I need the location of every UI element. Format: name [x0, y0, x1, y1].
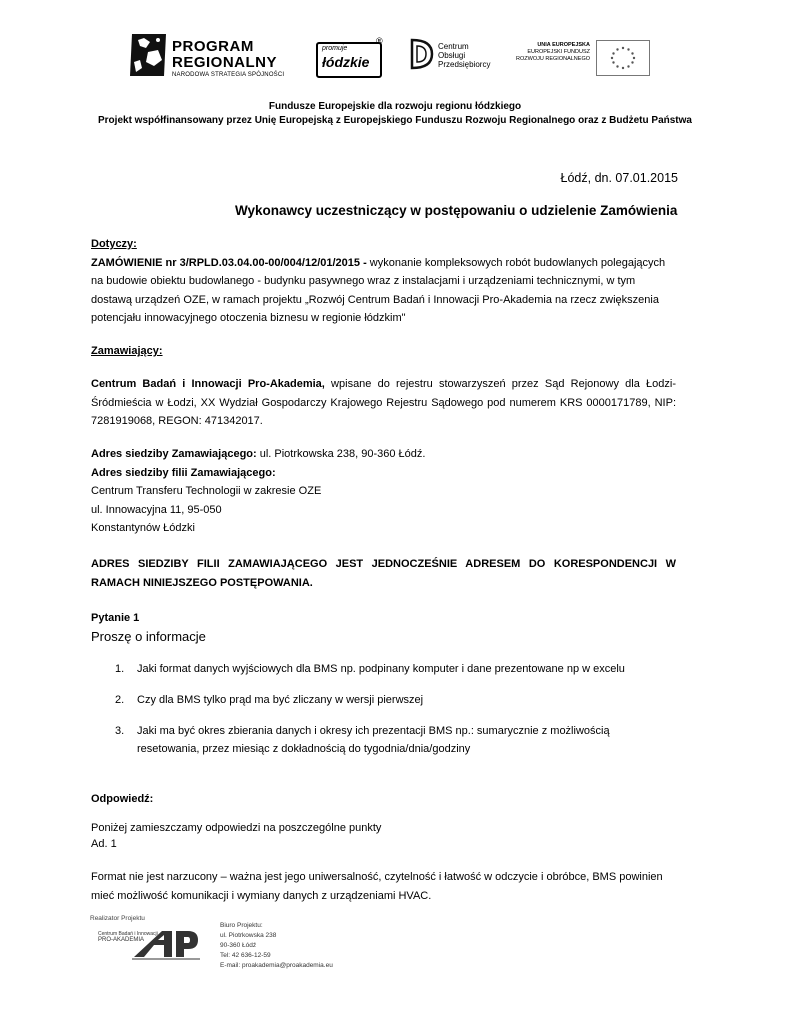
- biuro-line: Biuro Projektu:: [220, 922, 263, 929]
- header-line1: Fundusze Europejskie dla rozwoju regionu łódzkiego: [268, 101, 522, 112]
- eu-flag-icon: [596, 40, 650, 76]
- program-tagline: NARODOWA STRATEGIA SPÓJNOŚCI: [172, 72, 285, 78]
- correspondence-notice: ADRES SIEDZIBY FILII ZAMAWIAJĄCEGO JEST JEDNOCZEŚNIE ADRESEM DO KORESPONDENCJI W RAMACH NINIEJSZEGO POSTĘPOWANIA.: [91, 558, 676, 589]
- adres-section: [91, 445, 676, 538]
- zamawiajacy-label: Zamawiający:: [91, 345, 163, 357]
- zamawiajacy-paragraph: [91, 375, 676, 431]
- biuro-projektu: [220, 921, 333, 971]
- list-text: Czy dla BMS tylko prąd ma być zliczany w wersji pierwszej: [137, 694, 424, 706]
- document-date: Łódź, dn. 07.01.2015: [560, 171, 678, 185]
- biuro-line: ul. Piotrkowska 238: [220, 932, 277, 939]
- odpowiedz-label: Odpowiedź:: [91, 793, 154, 805]
- cop-line: Obsługi: [438, 51, 466, 60]
- centrum-obslugi-logo: [408, 38, 498, 78]
- odpowiedz-intro: [91, 820, 676, 852]
- odpowiedz-line1: Poniżej zamieszczamy odpowiedzi na poszczególne punkty: [91, 822, 382, 834]
- dotyczy-text: wykonanie kompleksowych robót budowlanych polegających na budowie obiektu budowlanego - budynku pasywnego wraz z instalacjami i urządzeniami technicznymi, w tym dostawą urządzeń OZE, w ramach projektu „Rozwój Centrum Badań i Innowacji Pro-Akademia na rzecz zwiększenia potencjału innowacyjnego otoczenia biznesu w regionie łódzkim": [91, 256, 666, 324]
- ue-title: UNIA EUROPEJSKA: [537, 42, 590, 48]
- odpowiedz-paragraph: Format nie jest narzucony – ważna jest jego uniwersalność, czytelność i łatwość w odczycie i obróbce, BMS powinien mieć możliwość komunikacji i wymiany danych z urządzeniami HVAC.: [91, 871, 663, 902]
- dotyczy-section: [91, 235, 676, 328]
- program-regionalny-emblem-icon: [128, 32, 168, 78]
- zamawiajacy-name: Centrum Badań i Innowacji Pro-Akademia,: [91, 378, 325, 390]
- realizator-org-line1: Centrum Badań i Innowacji: [98, 931, 158, 937]
- cop-text: [438, 42, 490, 69]
- ue-line: ROZWOJU REGIONALNEGO: [516, 56, 590, 62]
- pytanie-label: Pytanie 1: [91, 612, 140, 624]
- program-regionalny-logo: [124, 28, 299, 84]
- pro-akademia-ap-icon: [132, 927, 202, 961]
- dotyczy-label: Dotyczy:: [91, 238, 137, 250]
- promuje-small-text: promuje: [322, 45, 348, 52]
- pytanie-intro: Proszę o informacje: [91, 629, 206, 644]
- realizator-logo: [88, 915, 200, 965]
- list-text: Jaki ma być okres zbierania danych i okresy ich prezentacji BMS np.: sumarycznie z możliwością resetowania, przez miesiąc z dokładnością do tygodnia/dnia/godziny: [137, 725, 610, 755]
- siedziba-line: [91, 445, 676, 464]
- odpowiedz-line2: Ad. 1: [91, 838, 117, 850]
- cop-line: Centrum: [438, 42, 469, 51]
- registered-mark: ®: [376, 36, 383, 46]
- question-list: [91, 660, 676, 760]
- order-number: ZAMÓWIENIE nr 3/RPLD.03.04.00-00/004/12/01/2015 -: [91, 256, 367, 269]
- filia-line: ul. Innowacyjna 11, 95-050: [91, 503, 222, 516]
- list-number: 2.: [115, 694, 125, 706]
- biuro-line: 90-360 Łódź: [220, 942, 257, 949]
- promuje-lodzkie-logo: [316, 36, 386, 76]
- cop-emblem-icon: [408, 38, 434, 70]
- biuro-email: E-mail: proakademia@proakademia.eu: [220, 962, 333, 969]
- filia-line: Centrum Transferu Technologii w zakresie OZE: [91, 485, 322, 497]
- program-line1: PROGRAM: [172, 38, 254, 55]
- realizator-org-line2: PRO-AKADEMIA: [98, 937, 145, 943]
- program-line2: REGIONALNY: [172, 54, 278, 71]
- dotyczy-paragraph: [91, 254, 676, 328]
- ue-line: EUROPEJSKI FUNDUSZ: [527, 49, 590, 55]
- siedziba-label: Adres siedziby Zamawiającego:: [91, 448, 257, 460]
- biuro-line: Tel: 42 636-12-59: [220, 952, 271, 959]
- realizator-label: Realizator Projektu: [90, 915, 145, 922]
- logo-strip: [124, 28, 654, 84]
- document-title: Wykonawcy uczestniczący w postępowaniu o udzielenie Zamówienia: [235, 203, 678, 218]
- zamawiajacy-text: wpisane do rejestru stowarzyszeń przez Sąd Rejonowy dla Łodzi-Śródmieścia w Łodzi, XX Wydział Gospodarczy Krajowego Rejestru Sądowego pod numerem KRS 0000171789, NIP: 7281919068, REGON: 471342017.: [91, 378, 676, 427]
- unia-europejska-logo: [510, 40, 654, 76]
- list-text: Jaki format danych wyjściowych dla BMS np. podpinany komputer i dane prezentowane np w excelu: [137, 663, 625, 675]
- promuje-big-text: łódzkie: [322, 54, 370, 70]
- siedziba-value: ul. Piotrkowska 238, 90-360 Łódź.: [256, 448, 426, 460]
- zamawiajacy-label-block: [91, 342, 676, 361]
- list-number: 1.: [115, 663, 125, 675]
- ue-text: [510, 42, 590, 63]
- filia-label: Adres siedziby filii Zamawiającego:: [91, 466, 276, 479]
- filia-line: Konstantynów Łódzki: [91, 522, 195, 534]
- funding-header: [95, 100, 695, 128]
- list-number: 3.: [115, 725, 125, 737]
- cop-line: Przedsiębiorcy: [438, 60, 491, 69]
- header-line2: Projekt współfinansowany przez Unię Europejską z Europejskiego Funduszu Rozwoju Regionalnego oraz z Budżetu Państwa: [98, 115, 692, 126]
